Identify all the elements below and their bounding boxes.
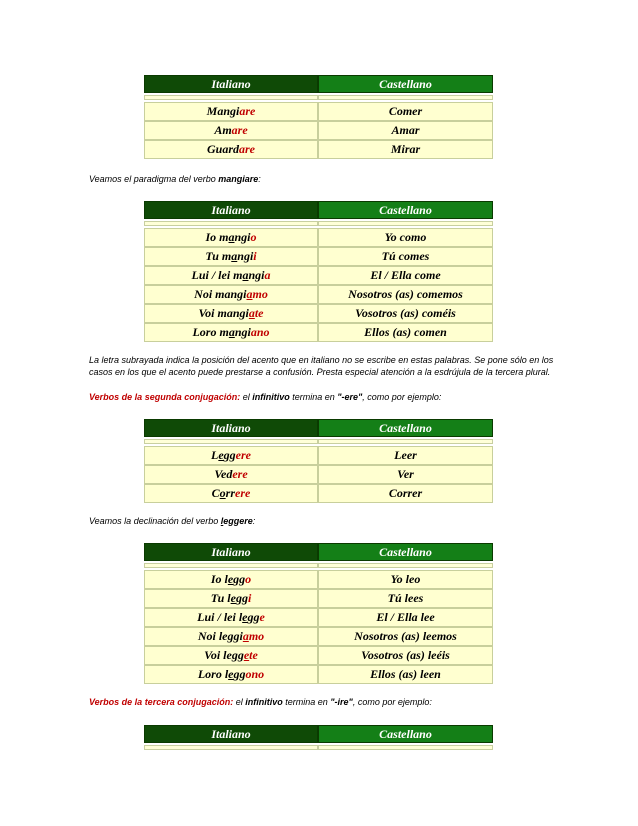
table-row xyxy=(144,266,493,285)
table-row xyxy=(144,627,493,646)
header-castellano: Castellano xyxy=(318,75,493,93)
cell-italian: Mangi are xyxy=(144,102,318,121)
verb-table-ere xyxy=(144,419,493,503)
paragraph-second-conjugation: Verbos de la segunda conjugación: el infinitivo termina en "-ere", como por ejemplo: xyxy=(89,392,442,402)
cell-spanish: Ellos (as) leen xyxy=(318,665,493,684)
cell-italian: Tu l e gg i xyxy=(144,589,318,608)
cell-italian: C o rr ere xyxy=(144,484,318,503)
cell-spanish: Tú comes xyxy=(318,247,493,266)
separator-row xyxy=(144,745,493,750)
table-row xyxy=(144,665,493,684)
header-castellano: Castellano xyxy=(318,543,493,561)
cell-italian: Voi legg e te xyxy=(144,646,318,665)
paragraph-third-conjugation: Verbos de la tercera conjugación: el infinitivo termina en "-ire", como por ejemplo: xyxy=(89,697,432,707)
header-italiano: Italiano xyxy=(144,725,318,743)
header-italiano: Italiano xyxy=(144,201,318,219)
table-header xyxy=(144,543,493,561)
separator-row xyxy=(144,563,493,568)
table-row xyxy=(144,484,493,503)
cell-italian: Tu m a ngi i xyxy=(144,247,318,266)
header-italiano: Italiano xyxy=(144,543,318,561)
cell-italian: Loro l e gg ono xyxy=(144,665,318,684)
table-row xyxy=(144,121,493,140)
header-italiano: Italiano xyxy=(144,75,318,93)
cell-spanish: Nosotros (as) comemos xyxy=(318,285,493,304)
cell-spanish: Ver xyxy=(318,465,493,484)
cell-spanish: Nosotros (as) leemos xyxy=(318,627,493,646)
cell-italian: Am are xyxy=(144,121,318,140)
text-line: La letra subrayada indica la posición del acento que en italiano no se escribe en estas palabras. Se pone sólo en los xyxy=(89,355,554,365)
cell-italian: Io l e gg o xyxy=(144,570,318,589)
table-row xyxy=(144,446,493,465)
cell-italian: Lui / lei m a ngi a xyxy=(144,266,318,285)
table-row xyxy=(144,228,493,247)
text-line: casos en los que el acento puede prestarse a confusión. Presta especial atención a la esdrújula de la tercera plural. xyxy=(89,367,551,377)
cell-spanish: Ellos (as) comen xyxy=(318,323,493,342)
verb-table-are xyxy=(144,75,493,159)
cell-spanish: Vosotros (as) leéis xyxy=(318,646,493,665)
table-row xyxy=(144,247,493,266)
separator-row xyxy=(144,221,493,226)
cell-spanish: El / Ella lee xyxy=(318,608,493,627)
table-header xyxy=(144,201,493,219)
paradigm-table-leggere xyxy=(144,543,493,684)
cell-spanish: Comer xyxy=(318,102,493,121)
table-row xyxy=(144,608,493,627)
cell-spanish: Correr xyxy=(318,484,493,503)
header-italiano: Italiano xyxy=(144,419,318,437)
separator-row xyxy=(144,95,493,100)
table-row xyxy=(144,323,493,342)
separator-row xyxy=(144,439,493,444)
cell-spanish: Amar xyxy=(318,121,493,140)
paradigm-table-mangiare xyxy=(144,201,493,342)
paragraph-paradigm-mangiare: Veamos el paradigma del verbo mangiare: xyxy=(89,174,261,184)
cell-spanish: El / Ella come xyxy=(318,266,493,285)
table-row xyxy=(144,285,493,304)
cell-spanish: Leer xyxy=(318,446,493,465)
cell-italian: L e gg ere xyxy=(144,446,318,465)
cell-italian: Guard are xyxy=(144,140,318,159)
cell-spanish: Vosotros (as) coméis xyxy=(318,304,493,323)
table-header xyxy=(144,419,493,437)
paragraph-declension-leggere: Veamos la declinación del verbo leggere: xyxy=(89,516,256,526)
cell-spanish: Yo leo xyxy=(318,570,493,589)
table-header xyxy=(144,75,493,93)
cell-spanish: Tú lees xyxy=(318,589,493,608)
paragraph-accent-note xyxy=(89,354,559,378)
cell-spanish: Mirar xyxy=(318,140,493,159)
cell-italian: Loro m a ngi ano xyxy=(144,323,318,342)
table-row xyxy=(144,465,493,484)
table-header xyxy=(144,725,493,743)
header-castellano: Castellano xyxy=(318,419,493,437)
cell-italian: Voi mangi a te xyxy=(144,304,318,323)
header-castellano: Castellano xyxy=(318,725,493,743)
cell-italian: Ved ere xyxy=(144,465,318,484)
cell-italian: Noi leggi a mo xyxy=(144,627,318,646)
cell-italian: Noi mangi a mo xyxy=(144,285,318,304)
table-row xyxy=(144,570,493,589)
table-row xyxy=(144,102,493,121)
verb-table-ire xyxy=(144,725,493,752)
table-row xyxy=(144,140,493,159)
table-row xyxy=(144,646,493,665)
table-row xyxy=(144,589,493,608)
table-row xyxy=(144,304,493,323)
cell-spanish: Yo como xyxy=(318,228,493,247)
cell-italian: Io m a ngi o xyxy=(144,228,318,247)
cell-italian: Lui / lei l e gg e xyxy=(144,608,318,627)
header-castellano: Castellano xyxy=(318,201,493,219)
